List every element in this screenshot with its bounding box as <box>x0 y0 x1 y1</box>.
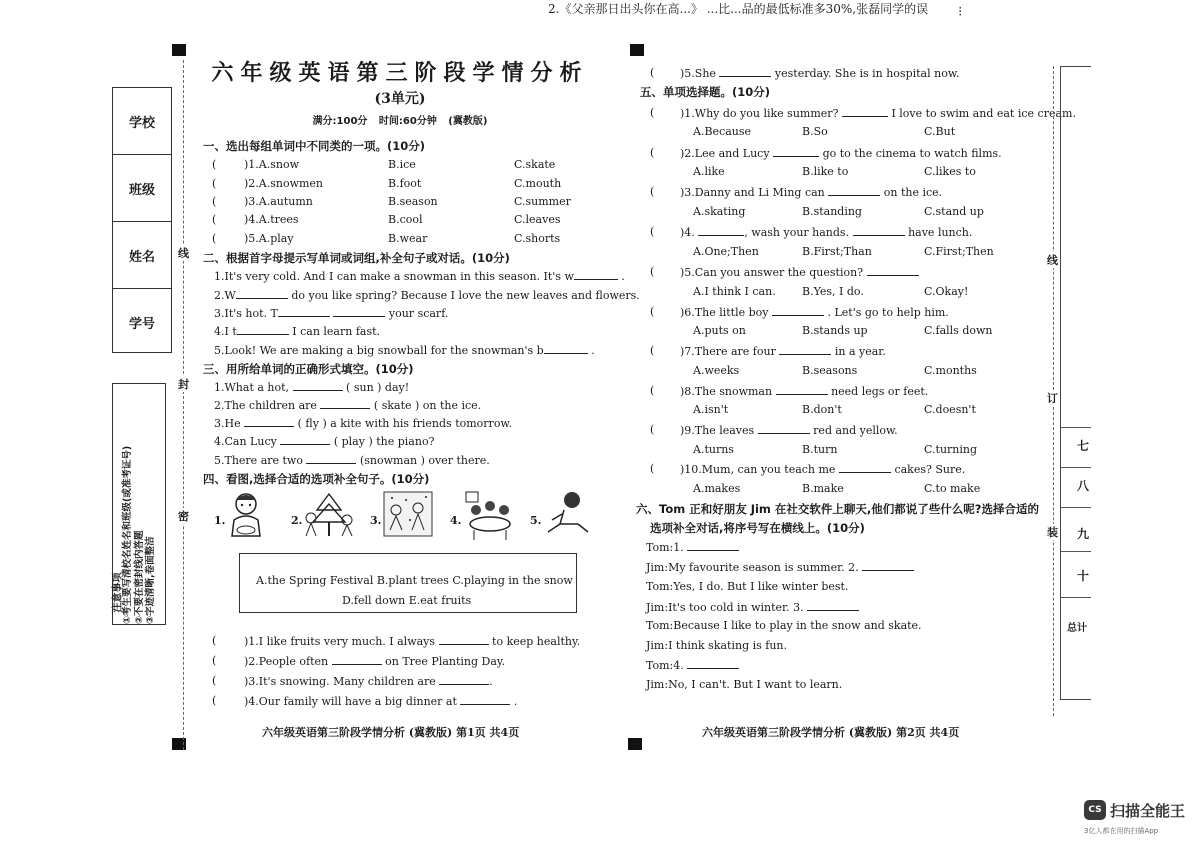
answer-paren[interactable]: ( <box>650 146 655 159</box>
score-label: 八 <box>1077 479 1090 493</box>
planting-trees-picture <box>303 490 355 540</box>
picture-number: 4. <box>450 514 462 527</box>
registration-mark <box>630 44 644 56</box>
answer-paren[interactable]: ( <box>650 106 655 119</box>
dialogue-line: Tom:Because I like to play in the snow and skate. <box>646 619 922 632</box>
answer-blank[interactable] <box>244 416 294 427</box>
page-title: 六年级英语第三阶段学情分析 <box>211 61 589 86</box>
option-b: B.wear <box>388 232 428 245</box>
mc-question: )2.Lee and Lucy go to the cinema to watch films. <box>680 147 1002 160</box>
dialogue-line: Jim:It's too cold in winter. 3. <box>646 600 859 614</box>
question-text: )1.A.snow <box>244 158 299 171</box>
option-c: C.skate <box>514 158 556 171</box>
section-heading: 二、根据首字母提示写单词或词组,补全句子或对话。(10分) <box>203 251 510 265</box>
info-id[interactable]: 学号 <box>128 316 155 332</box>
answer-blank[interactable] <box>807 600 859 611</box>
fill-line: 5.There are two (snowman ) over there. <box>214 454 490 467</box>
notice-item: ③字迹清晰,卷面整洁 <box>145 536 156 624</box>
score-row-divider <box>1061 507 1091 508</box>
mc-question: )8.The snowman need legs or feet. <box>680 385 929 398</box>
option-a[interactable]: A.I think I can. <box>693 285 776 298</box>
answer-paren[interactable]: ( <box>650 66 655 79</box>
registration-mark <box>172 44 186 56</box>
options-box <box>239 553 577 613</box>
answer-blank[interactable] <box>460 694 510 705</box>
answer-paren[interactable]: ( <box>212 674 217 687</box>
answer-blank[interactable] <box>237 324 289 335</box>
option-b[interactable]: B.turn <box>802 443 838 456</box>
section-heading-cont: 选项补全对话,将序号写在横线上。(10分) <box>650 521 865 535</box>
registration-mark <box>628 738 642 750</box>
score-label: 七 <box>1077 439 1090 453</box>
answer-paren[interactable]: ( <box>212 195 217 208</box>
girl-fell-down-picture <box>542 488 592 540</box>
options-row: D.fell down E.eat fruits <box>342 594 472 607</box>
fill-line: 2.W do you like spring? Because I love the new leaves and flowers. <box>214 289 640 302</box>
answer-paren[interactable]: ( <box>212 634 217 647</box>
mc-question: )5.Can you answer the question? <box>680 265 919 279</box>
option-b: B.ice <box>388 158 416 171</box>
answer-paren[interactable]: ( <box>650 384 655 397</box>
option-c[interactable]: C.First;Then <box>924 245 994 258</box>
answer-blank[interactable] <box>776 384 828 395</box>
fill-line: )3.It's snowing. Many children are . <box>244 675 493 688</box>
score-row-divider <box>1061 551 1091 552</box>
option-a[interactable]: A.puts on <box>693 324 746 337</box>
option-a[interactable]: A.makes <box>693 482 741 495</box>
answer-blank[interactable] <box>853 225 905 236</box>
answer-paren[interactable]: ( <box>650 225 655 238</box>
notice-title: 注意事项 <box>112 572 124 613</box>
exam-meta: 满分:100分 时间:60分钟 (冀教版) <box>312 116 488 127</box>
dialogue-line: Jim:No, I can't. But I want to learn. <box>646 678 843 691</box>
answer-paren[interactable]: ( <box>650 185 655 198</box>
option-b[interactable]: B.First;Than <box>802 245 872 258</box>
picture-number: 2. <box>291 514 303 527</box>
answer-paren[interactable]: ( <box>212 694 217 707</box>
option-b[interactable]: B.don't <box>802 403 842 416</box>
option-b: B.cool <box>388 213 423 226</box>
answer-blank[interactable] <box>839 462 891 473</box>
fill-line: )5.She yesterday. She is in hospital now. <box>680 67 960 80</box>
score-label: 九 <box>1077 527 1090 541</box>
score-label: 总计 <box>1067 623 1087 634</box>
option-b[interactable]: B.make <box>802 482 844 495</box>
answer-blank[interactable] <box>333 306 385 317</box>
answer-blank[interactable] <box>773 146 819 157</box>
answer-paren[interactable]: ( <box>650 265 655 278</box>
option-c[interactable]: C.likes to <box>924 165 976 178</box>
notice-item: ②不要在密封线内答题 <box>133 530 145 624</box>
mc-question: )6.The little boy . Let's go to help him. <box>680 306 949 319</box>
option-c[interactable]: C.months <box>924 364 977 377</box>
seal-line <box>183 60 184 750</box>
dialogue-line: Tom:1. <box>646 540 739 554</box>
option-c[interactable]: C.stand up <box>924 205 984 218</box>
answer-blank[interactable] <box>698 225 744 236</box>
scanner-app-tagline: 3亿人都在用的扫描App <box>1084 827 1159 835</box>
section-heading: 三、用所给单词的正确形式填空。(10分) <box>203 362 414 376</box>
option-a[interactable]: A.skating <box>693 205 746 218</box>
page-footer: 六年级英语第三阶段学情分析 (冀教版) 第1页 共4页 <box>262 726 520 739</box>
answer-blank[interactable] <box>278 306 330 317</box>
option-b[interactable]: B.stands up <box>802 324 868 337</box>
option-a[interactable]: A.One;Then <box>693 245 759 258</box>
answer-blank[interactable] <box>293 380 343 391</box>
answer-paren[interactable]: ( <box>212 654 217 667</box>
answer-blank[interactable] <box>687 540 739 551</box>
option-b: B.season <box>388 195 438 208</box>
option-a[interactable]: A.isn't <box>693 403 729 416</box>
option-c[interactable]: C.to make <box>924 482 981 495</box>
section-heading: 四、看图,选择合适的选项补全句子。(10分) <box>203 472 430 486</box>
answer-paren[interactable]: ( <box>650 305 655 318</box>
fill-line: 3.It's hot. T your scarf. <box>214 307 449 320</box>
fill-line: 5.Look! We are making a big snowball for the snowman's b . <box>214 344 595 357</box>
option-c: C.shorts <box>514 232 561 245</box>
seal-char: 线 <box>1047 254 1058 267</box>
fill-line: )2.People often on Tree Planting Day. <box>244 655 506 668</box>
option-c: C.mouth <box>514 177 562 190</box>
option-a[interactable]: A.weeks <box>693 364 740 377</box>
answer-paren[interactable]: ( <box>650 462 655 475</box>
dialogue-line: Jim:I think skating is fun. <box>646 639 788 652</box>
score-panel <box>1060 66 1091 700</box>
answer-blank[interactable] <box>236 288 288 299</box>
answer-blank[interactable] <box>862 560 914 571</box>
option-c[interactable]: C.But <box>924 125 956 138</box>
fill-line: 1.What a hot, ( sun ) day! <box>214 381 410 394</box>
notice-items <box>122 384 156 624</box>
option-c[interactable]: C.falls down <box>924 324 993 337</box>
seal-char: 订 <box>1047 392 1058 405</box>
fill-line: )1.I like fruits very much. I always to keep healthy. <box>244 635 581 648</box>
seal-char: 装 <box>1047 526 1058 539</box>
option-a[interactable]: A.Because <box>693 125 751 138</box>
answer-blank[interactable] <box>779 344 831 355</box>
answer-blank[interactable] <box>719 66 771 77</box>
score-row-divider <box>1061 427 1091 428</box>
answer-blank[interactable] <box>439 634 489 645</box>
notice-item: ①考生要写清校名姓名和班级(或准考证号) <box>122 445 133 624</box>
answer-blank[interactable] <box>280 434 330 445</box>
fill-line: )4.Our family will have a big dinner at . <box>244 695 518 708</box>
answer-blank[interactable] <box>544 343 588 354</box>
option-b[interactable]: B.like to <box>802 165 849 178</box>
mc-question: )4. , wash your hands. have lunch. <box>680 226 973 239</box>
page-footer: 六年级英语第三阶段学情分析 (冀教版) 第2页 共4页 <box>702 726 960 739</box>
fill-line: 3.He ( fly ) a kite with his friends tomorrow. <box>214 417 513 430</box>
info-name[interactable]: 姓名 <box>113 222 171 289</box>
option-b[interactable]: B.standing <box>802 205 862 218</box>
answer-blank[interactable] <box>867 265 919 276</box>
question-text: )5.A.play <box>244 232 294 245</box>
student-info-panel <box>112 87 172 353</box>
option-b[interactable]: B.Yes, I do. <box>802 285 864 298</box>
fill-line: 1.It's very cold. And I can make a snowman in this season. It's w . <box>214 270 625 283</box>
page-subtitle: (3单元) <box>374 91 426 107</box>
picture-number: 1. <box>214 514 226 527</box>
fill-line: 4.I t I can learn fast. <box>214 325 381 338</box>
score-row-divider <box>1061 467 1091 468</box>
answer-blank[interactable] <box>439 674 489 685</box>
answer-paren[interactable]: ( <box>650 344 655 357</box>
section-heading: 六、Tom 正和好朋友 Jim 在社交软件上聊天,他们都说了些什么呢?选择合适的 <box>636 502 1039 516</box>
answer-paren[interactable]: ( <box>650 423 655 436</box>
info-class[interactable]: 班级 <box>113 155 171 222</box>
question-text: )4.A.trees <box>244 213 299 226</box>
option-a[interactable]: A.like <box>693 165 725 178</box>
scanner-logo-icon: CS <box>1084 800 1106 820</box>
options-row: A.the Spring Festival B.plant trees C.playing in the snow <box>256 574 573 587</box>
mc-question: )9.The leaves red and yellow. <box>680 424 898 437</box>
top-mark: ⁝ <box>958 4 963 20</box>
score-label: 十 <box>1077 569 1090 583</box>
info-school[interactable]: 学校 <box>113 88 171 155</box>
answer-blank[interactable] <box>842 106 888 117</box>
mc-question: )10.Mum, can you teach me cakes? Sure. <box>680 463 966 476</box>
section-heading: 一、选出每组单词中不同类的一项。(10分) <box>203 139 426 153</box>
option-b[interactable]: B.So <box>802 125 828 138</box>
picture-number: 3. <box>370 514 382 527</box>
answer-paren[interactable]: ( <box>212 213 217 226</box>
answer-blank[interactable] <box>772 305 824 316</box>
answer-blank[interactable] <box>574 269 618 280</box>
question-text: )3.A.autumn <box>244 195 313 208</box>
seal-char: 线 <box>178 247 189 260</box>
answer-paren[interactable]: ( <box>212 177 217 190</box>
fill-line: 2.The children are ( skate ) on the ice. <box>214 399 482 412</box>
answer-blank[interactable] <box>687 658 739 669</box>
answer-blank[interactable] <box>320 398 370 409</box>
picture-number: 5. <box>530 514 542 527</box>
answer-paren[interactable]: ( <box>212 158 217 171</box>
answer-blank[interactable] <box>332 654 382 665</box>
section-heading: 五、单项选择题。(10分) <box>640 85 771 99</box>
answer-paren[interactable]: ( <box>212 232 217 245</box>
family-dinner-picture <box>462 488 518 542</box>
seal-char: 封 <box>178 378 189 391</box>
answer-blank[interactable] <box>306 453 356 464</box>
option-c[interactable]: C.Okay! <box>924 285 969 298</box>
option-c: C.summer <box>514 195 571 208</box>
option-c: C.leaves <box>514 213 561 226</box>
fill-line: 4.Can Lucy ( play ) the piano? <box>214 435 435 448</box>
option-a[interactable]: A.turns <box>693 443 734 456</box>
dialogue-line: Tom:Yes, I do. But I like winter best. <box>646 580 849 593</box>
option-c[interactable]: C.doesn't <box>924 403 976 416</box>
dialogue-line: Tom:4. <box>646 658 739 672</box>
option-b[interactable]: B.seasons <box>802 364 858 377</box>
seal-char: 密 <box>178 510 189 523</box>
dialogue-line: Jim:My favourite season is summer. 2. <box>646 560 914 574</box>
question-text: )2.A.snowmen <box>244 177 324 190</box>
option-b: B.foot <box>388 177 422 190</box>
score-row-divider <box>1061 597 1091 598</box>
girl-eating-picture <box>226 490 266 540</box>
mc-question: )7.There are four in a year. <box>680 345 886 358</box>
scanner-app-name: 扫描全能王 <box>1110 802 1186 820</box>
top-bleed-text: 2.《父亲那日出头你在高...》 ...比...品的最低标准多30%,张磊同学的误 <box>548 2 929 16</box>
answer-blank[interactable] <box>758 423 810 434</box>
option-c[interactable]: C.turning <box>924 443 978 456</box>
mc-question: )3.Danny and Li Ming can on the ice. <box>680 186 943 199</box>
answer-blank[interactable] <box>828 185 880 196</box>
snow-play-picture <box>382 490 434 540</box>
mc-question: )1.Why do you like summer? I love to swim and eat ice cream. <box>680 107 1076 120</box>
